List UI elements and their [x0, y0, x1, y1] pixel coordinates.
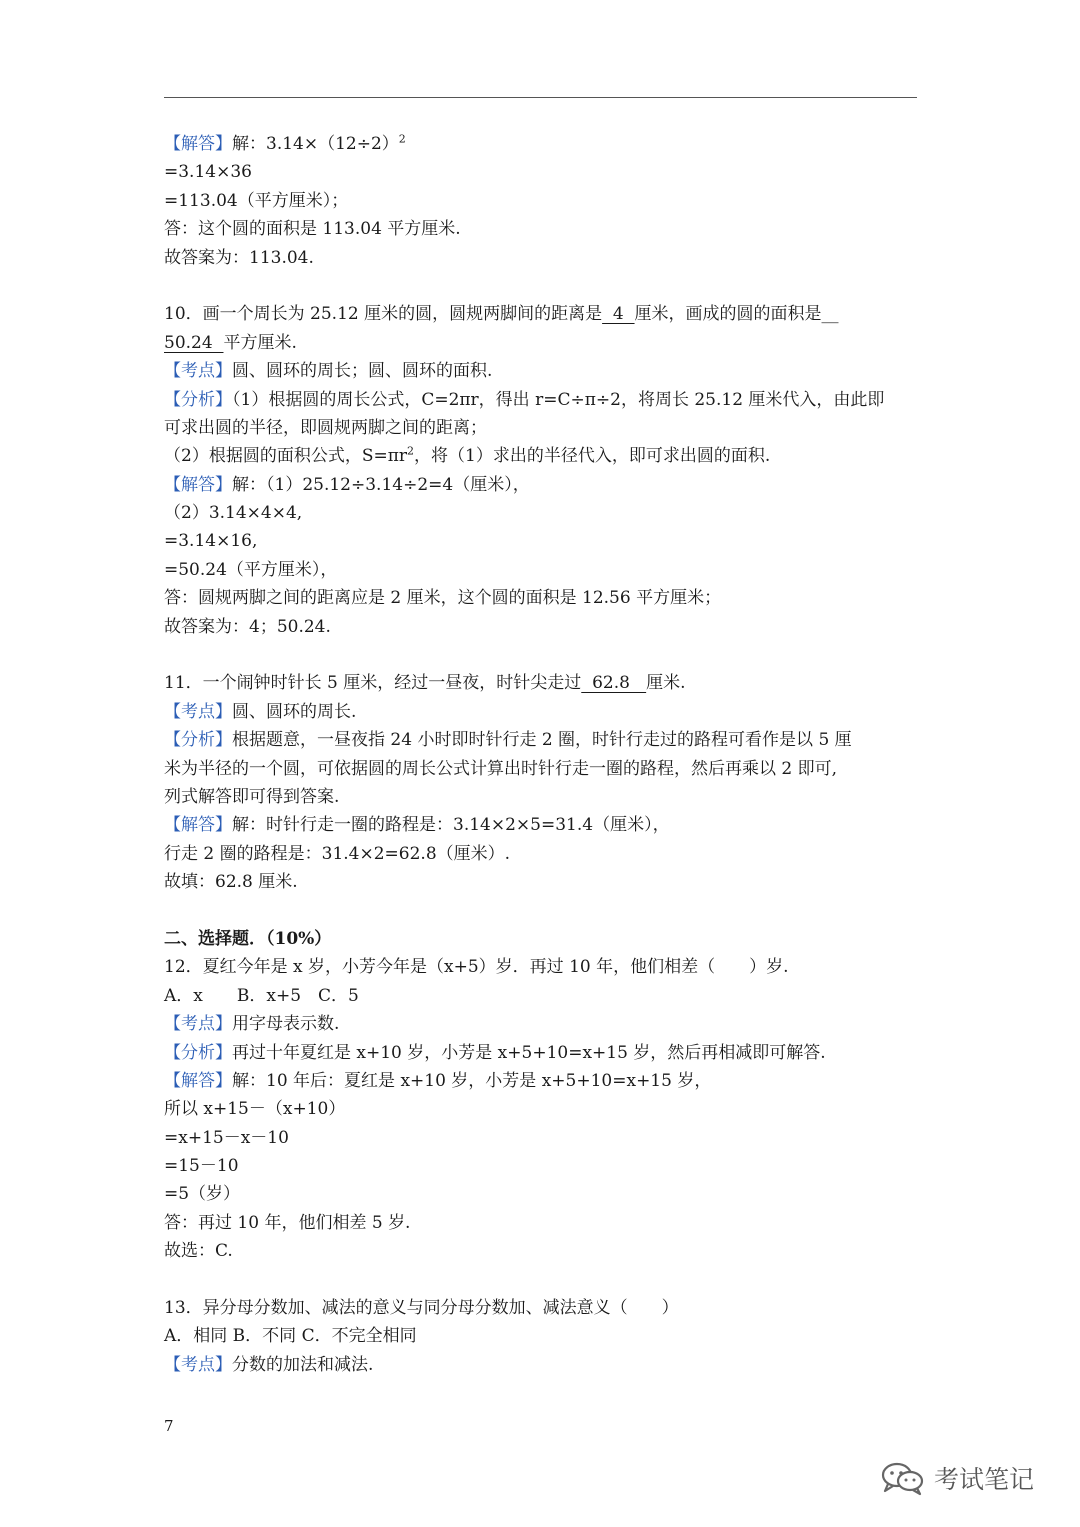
exponent: 2	[407, 444, 415, 458]
q11-kaodian	[164, 698, 924, 726]
q10-blank-1: 4	[602, 304, 635, 325]
wechat-bubble-icon	[880, 1460, 926, 1496]
document-body	[164, 130, 924, 1379]
q11-blank: 62.8	[581, 673, 647, 694]
q10-question	[164, 300, 924, 328]
q11-question	[164, 669, 924, 697]
fenxi-text: ，将（1）求出的半径代入，即可求出圆的面积.	[414, 446, 771, 467]
q10-step: （2）3.14×4×4,	[164, 503, 303, 524]
q9-final: 故答案为：113.04.	[164, 247, 314, 268]
q12-fenxi	[164, 1039, 924, 1067]
q10-step: =3.14×16,	[164, 531, 258, 552]
q10-fenxi-cont	[164, 442, 924, 470]
q12-step: =5（岁）	[164, 1184, 241, 1205]
q11-fenxi-cont: 米为半径的一个圆，可依据圆的周长公式计算出时针行走一圈的路程，然后再乘以 2 即可,	[164, 758, 838, 779]
q12-step: =x+15－x－10	[164, 1127, 289, 1148]
q9-solution-text: 解：3.14×（12÷2）	[232, 134, 399, 154]
q13-kaodian	[164, 1351, 924, 1379]
kaodian-tag: 【考点】	[164, 361, 232, 382]
fenxi-text: 根据题意，一昼夜指 24 小时即时针行走 2 圈，时针行走过的路程可看作是以 5 厘	[232, 730, 852, 751]
q10-blank-2: 50.24	[164, 332, 224, 353]
q11-fenxi	[164, 726, 924, 754]
q13-question: 13．异分母分数加、减法的意义与同分母分数加、减法意义（ ）	[164, 1298, 679, 1319]
q9-step: =3.14×36	[164, 162, 252, 183]
q13-options: A．相同 B．不同 C．不完全相同	[164, 1326, 417, 1347]
q11-jieda	[164, 811, 924, 839]
q10-question-cont	[164, 329, 924, 357]
jieda-text: 解：10 年后：夏红是 x+10 岁，小芳是 x+5+10=x+15 岁，	[232, 1070, 712, 1091]
jieda-tag: 【解答】	[164, 815, 232, 836]
fenxi-text: （2）根据圆的面积公式，S=πr	[164, 446, 408, 467]
q10-final: 故答案为：4；50.24.	[164, 616, 331, 637]
q12-step: =15－10	[164, 1156, 239, 1177]
q11-step: 行走 2 圈的路程是：31.4×2=62.8（厘米）.	[164, 843, 511, 864]
q12-jieda	[164, 1067, 924, 1095]
kaodian-tag: 【考点】	[164, 701, 232, 722]
header-rule	[164, 97, 917, 98]
q12-kaodian	[164, 1010, 924, 1038]
q12-step: 所以 x+15－（x+10）	[164, 1099, 346, 1120]
q10-jieda	[164, 471, 924, 499]
q12-answer: 答：再过 10 年，他们相差 5 岁.	[164, 1212, 411, 1233]
kaodian-text: 分数的加法和减法.	[232, 1354, 374, 1375]
q10-answer: 答：圆规两脚之间的距离应是 2 厘米，这个圆的面积是 12.56 平方厘米；	[164, 588, 722, 609]
q9-solution-line	[164, 130, 924, 158]
q9-step: =113.04（平方厘米）；	[164, 190, 349, 211]
jieda-text: 解：（1）25.12÷3.14÷2=4（厘米），	[232, 474, 530, 495]
q10-step: =50.24（平方厘米），	[164, 559, 338, 580]
q11-question-end: 厘米.	[646, 673, 686, 694]
q10-question-text: 厘米，画成的圆的面积是	[634, 304, 822, 325]
fenxi-text: 再过十年夏红是 x+10 岁，小芳是 x+5+10=x+15 岁，然后再相减即可解答.	[232, 1042, 826, 1063]
page-number: 7	[164, 1417, 174, 1435]
q11-question-text: 11．一个闹钟时针长 5 厘米，经过一昼夜，时针尖走过	[164, 673, 582, 694]
exponent: 2	[398, 132, 406, 146]
fenxi-text: （1）根据圆的周长公式，C=2πr，得出 r=C÷π÷2，将周长 25.12 厘米代入，由此即	[232, 389, 885, 410]
kaodian-text: 圆、圆环的周长.	[232, 701, 357, 722]
kaodian-tag: 【考点】	[164, 1014, 232, 1035]
section-title: 二、选择题．（10%）	[164, 928, 332, 949]
q11-final: 故填：62.8 厘米.	[164, 872, 298, 893]
kaodian-text: 用字母表示数.	[232, 1014, 340, 1035]
q10-question-end: 平方厘米.	[223, 332, 297, 353]
q10-fenxi-cont: 可求出圆的半径，即圆规两脚之间的距离；	[164, 417, 487, 438]
q10-blank-2-start: __	[821, 304, 839, 325]
watermark-text: 考试笔记	[934, 1465, 1035, 1494]
jieda-tag: 【解答】	[164, 134, 232, 154]
q10-question-text: 10．画一个周长为 25.12 厘米的圆，圆规两脚间的距离是	[164, 304, 603, 325]
jieda-tag: 【解答】	[164, 1070, 232, 1091]
fenxi-tag: 【分析】	[164, 389, 232, 410]
q10-fenxi	[164, 386, 924, 414]
q12-final: 故选：C.	[164, 1241, 233, 1262]
q12-question: 12．夏红今年是 x 岁，小芳今年是（x+5）岁．再过 10 年，他们相差（ ）岁.	[164, 957, 789, 978]
q11-fenxi-cont: 列式解答即可得到答案.	[164, 786, 340, 807]
kaodian-text: 圆、圆环的周长；圆、圆环的面积.	[232, 361, 493, 382]
q10-kaodian	[164, 357, 924, 385]
kaodian-tag: 【考点】	[164, 1354, 232, 1375]
jieda-tag: 【解答】	[164, 474, 232, 495]
fenxi-tag: 【分析】	[164, 1042, 232, 1063]
jieda-text: 解：时针行走一圈的路程是：3.14×2×5=31.4（厘米），	[232, 815, 670, 836]
watermark	[880, 1458, 1034, 1498]
q9-answer: 答：这个圆的面积是 113.04 平方厘米.	[164, 219, 461, 240]
fenxi-tag: 【分析】	[164, 730, 232, 751]
q12-options: A．x B．x+5 C．5	[164, 985, 359, 1006]
